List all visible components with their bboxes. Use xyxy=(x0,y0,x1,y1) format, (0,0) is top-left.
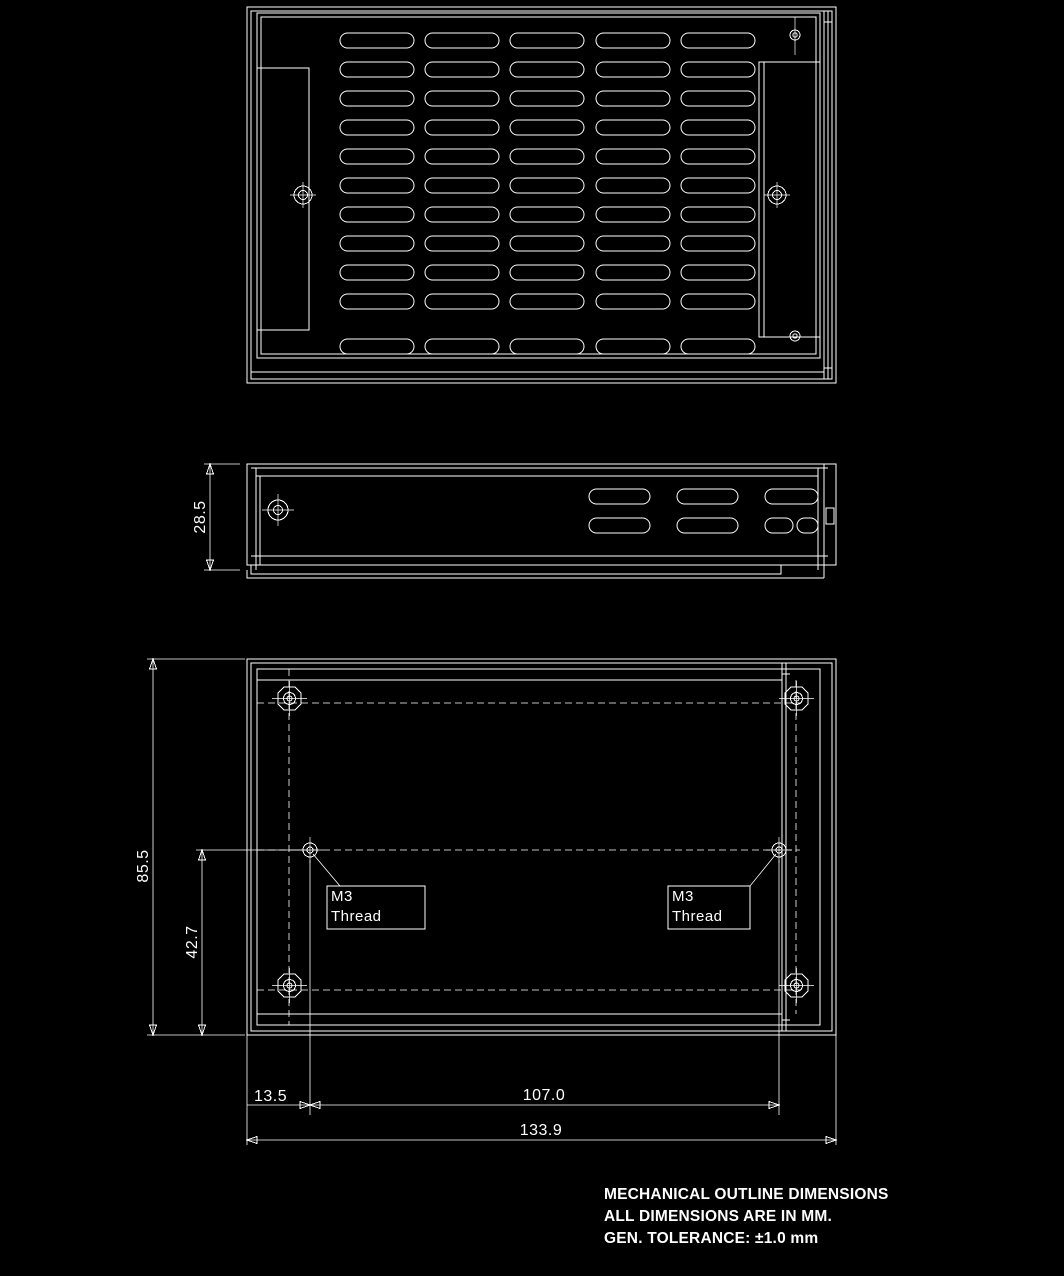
top-view xyxy=(247,7,836,383)
screw-left xyxy=(290,182,316,208)
side-vent-array xyxy=(589,489,818,533)
note-line-3: GEN. TOLERANCE: ±1.0 mm xyxy=(604,1230,819,1247)
dim-label-height-side: 28.5 xyxy=(192,500,209,534)
note-line-2: ALL DIMENSIONS ARE IN MM. xyxy=(604,1208,833,1225)
callout-right-text xyxy=(672,888,723,925)
dim-133-9 xyxy=(247,1122,836,1144)
mount-pad-bottom-right xyxy=(779,968,814,1003)
note-line-1: MECHANICAL OUTLINE DIMENSIONS xyxy=(604,1186,889,1203)
side-screw xyxy=(262,494,294,526)
mount-pad-top-right xyxy=(779,681,814,716)
mount-pad-bottom-left xyxy=(272,968,307,1003)
screw-right xyxy=(764,182,790,208)
dim-label-overall-length: 133.9 xyxy=(519,1122,563,1139)
dim-85-5 xyxy=(135,659,245,1035)
dim-label-hole-vertical: 42.7 xyxy=(184,925,201,959)
callout-left-line1: M3 xyxy=(331,888,353,905)
mount-pad-top-left xyxy=(272,681,307,716)
dim-28-5 xyxy=(192,464,240,570)
callout-left-text xyxy=(331,888,382,925)
dim-label-hole-horizontal: 107.0 xyxy=(522,1087,566,1104)
side-view xyxy=(192,464,836,578)
callout-right-line2: Thread xyxy=(672,908,723,925)
dim-label-width-bottom: 85.5 xyxy=(135,849,152,883)
dim-label-edge-offset: 13.5 xyxy=(254,1088,288,1105)
vent-slot-array xyxy=(340,33,755,354)
callout-right-line1: M3 xyxy=(672,888,694,905)
dim-42-7 xyxy=(184,850,305,1035)
notes-block xyxy=(604,1186,889,1247)
dim-107-0 xyxy=(310,1087,779,1109)
callout-left-line2: Thread xyxy=(331,908,382,925)
dim-13-5 xyxy=(247,1088,310,1109)
bottom-view xyxy=(135,659,836,1145)
